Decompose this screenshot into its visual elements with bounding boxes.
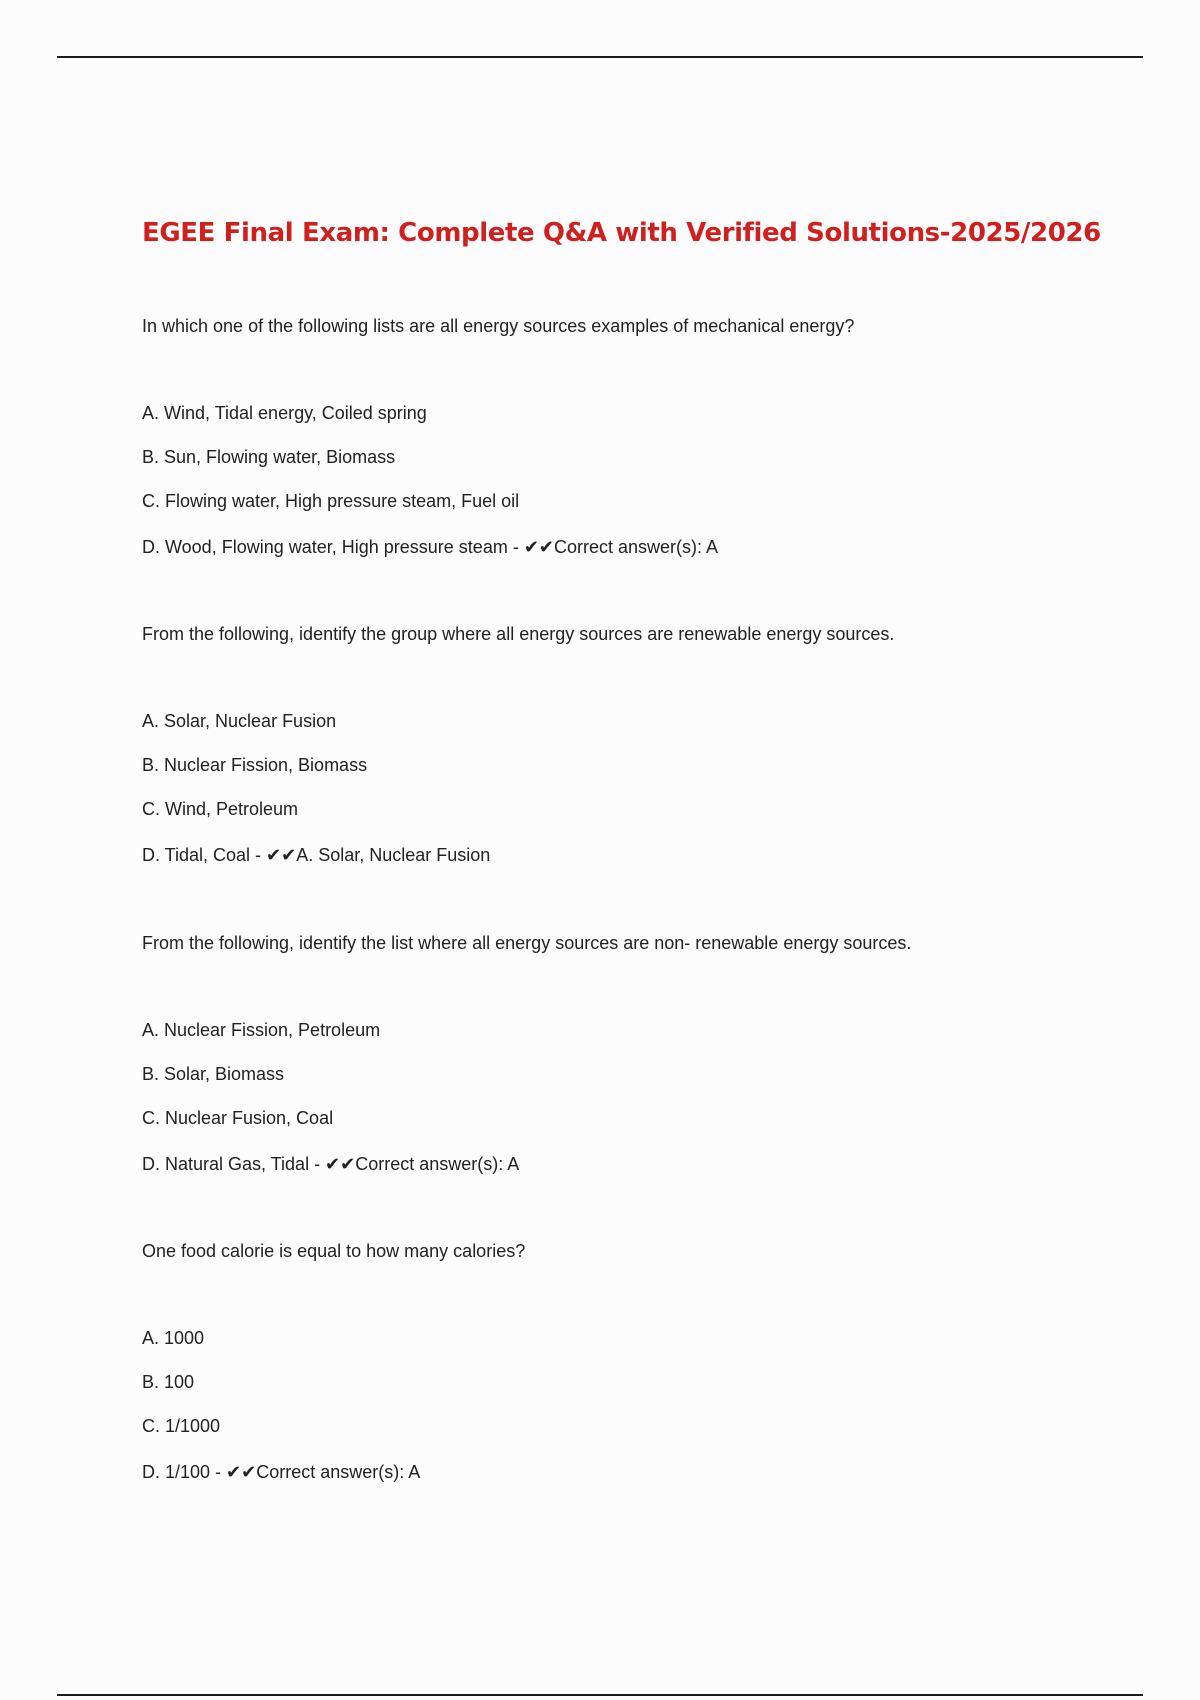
question-1-option-a: A. Wind, Tidal energy, Coiled spring [142, 403, 427, 423]
question-2-option-b: B. Nuclear Fission, Biomass [142, 755, 368, 775]
question-4-prompt: One food calorie is equal to how many calories? [142, 1241, 526, 1261]
question-4-option-a: A. 1000 [142, 1328, 205, 1348]
question-2-option-d-answer: D. Tidal, Coal - ✔✔A. Solar, Nuclear Fusion [142, 845, 491, 865]
question-4-option-d-answer: D. 1/100 - ✔✔Correct answer(s): A [142, 1462, 421, 1482]
question-1-option-b: B. Sun, Flowing water, Biomass [142, 447, 396, 467]
question-2-option-c: C. Wind, Petroleum [142, 799, 299, 819]
question-3-option-c: C. Nuclear Fusion, Coal [142, 1108, 334, 1128]
question-3-option-b: B. Solar, Biomass [142, 1064, 285, 1084]
document-title: EGEE Final Exam: Complete Q&A with Verified Solutions-2025/2026 [142, 218, 1101, 248]
question-4-option-c: C. 1/1000 [142, 1416, 221, 1436]
question-1-prompt: In which one of the following lists are all energy sources examples of mechanical energy? [142, 316, 855, 336]
question-2-option-a: A. Solar, Nuclear Fusion [142, 711, 337, 731]
question-2-prompt: From the following, identify the group where all energy sources are renewable energy sources. [142, 624, 895, 644]
question-1-option-d-answer: D. Wood, Flowing water, High pressure steam - ✔✔Correct answer(s): A [142, 537, 719, 557]
header-rule [57, 56, 1143, 58]
question-3-option-a: A. Nuclear Fission, Petroleum [142, 1020, 381, 1040]
question-1-option-c: C. Flowing water, High pressure steam, Fuel oil [142, 491, 520, 511]
footer-rule [57, 1694, 1143, 1696]
question-4-option-b: B. 100 [142, 1372, 195, 1392]
question-3-option-d-answer: D. Natural Gas, Tidal - ✔✔Correct answer(s): A [142, 1154, 520, 1174]
question-3-prompt: From the following, identify the list where all energy sources are non- renewable energy sources. [142, 933, 912, 953]
